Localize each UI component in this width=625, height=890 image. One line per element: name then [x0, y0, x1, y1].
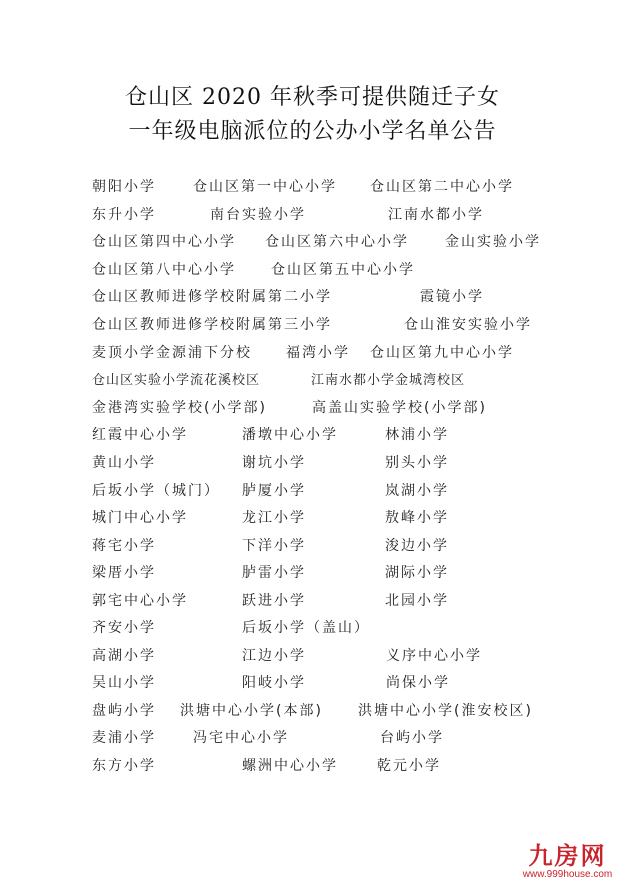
school-row: [0, 590, 625, 610]
school-name: 冯宅中心小学: [193, 730, 289, 746]
school-name: 岚湖小学: [385, 483, 449, 499]
school-name: 南台实验小学: [210, 207, 306, 223]
title-line-1: 仓山区 2020 年秋季可提供随迁子女: [125, 85, 500, 110]
school-name: 义序中心小学: [386, 648, 482, 664]
school-name: 仓山区第八中心小学: [92, 262, 236, 278]
school-name: 胪雷小学: [242, 565, 306, 581]
school-name: 林浦小学: [385, 427, 449, 443]
watermark-url: www.999house.com: [522, 869, 613, 880]
school-name: 洪塘中心小学(淮安校区): [358, 703, 533, 719]
school-name: 福湾小学: [286, 345, 350, 361]
school-name: 仓山区教师进修学校附属第二小学: [92, 289, 332, 305]
school-name: 郭宅中心小学: [92, 593, 188, 609]
school-name: 城门中心小学: [92, 510, 188, 526]
school-name: 后坂小学（盖山）: [242, 620, 370, 636]
school-name: 东方小学: [92, 758, 156, 774]
school-name: 高湖小学: [92, 648, 156, 664]
school-name: 尚保小学: [386, 675, 450, 691]
school-name: 红霞中心小学: [92, 427, 188, 443]
school-row: [0, 424, 625, 444]
school-name: 后坂小学（城门）: [92, 483, 220, 499]
school-row: [0, 204, 625, 224]
school-name: 麦浦小学: [92, 730, 156, 746]
school-name: 下洋小学: [242, 538, 306, 554]
school-row: [0, 286, 625, 306]
school-name: 仓山区第一中心小学: [193, 179, 337, 195]
watermark-logo: [515, 843, 620, 880]
school-name: 仓山区第二中心小学: [370, 179, 514, 195]
school-row: [0, 452, 625, 472]
school-row: [0, 535, 625, 555]
school-name: 浚边小学: [385, 538, 449, 554]
school-row: [0, 727, 625, 747]
school-name: 胪厦小学: [242, 483, 306, 499]
school-name: 洪塘中心小学(本部): [180, 703, 323, 719]
school-name: 台屿小学: [380, 730, 444, 746]
title-line-2: 一年级电脑派位的公办小学名单公告: [128, 119, 497, 144]
school-name: 盘屿小学: [92, 703, 156, 719]
school-name: 乾元小学: [377, 758, 441, 774]
school-name: 高盖山实验学校(小学部): [312, 400, 487, 416]
school-row: [0, 562, 625, 582]
school-name: 潘墩中心小学: [242, 427, 338, 443]
school-name: 仓山区第九中心小学: [370, 345, 514, 361]
school-name: 吴山小学: [92, 675, 156, 691]
watermark-brand: 九房网: [528, 841, 607, 870]
school-name: 谢坑小学: [242, 455, 306, 471]
school-name: 仓山区第四中心小学: [92, 234, 236, 250]
school-name: 东升小学: [92, 207, 156, 223]
school-row: [0, 369, 625, 389]
school-name: 霞镜小学: [420, 289, 484, 305]
school-row: [0, 176, 625, 196]
school-row: [0, 314, 625, 334]
school-name: 北园小学: [385, 593, 449, 609]
school-row: [0, 617, 625, 637]
school-name: 跃进小学: [242, 593, 306, 609]
school-row: [0, 507, 625, 527]
school-row: [0, 645, 625, 665]
school-name: 螺洲中心小学: [242, 758, 338, 774]
school-name: 龙江小学: [242, 510, 306, 526]
school-row: [0, 755, 625, 775]
school-name: 仓山区第六中心小学: [265, 234, 409, 250]
school-name: 齐安小学: [92, 620, 156, 636]
school-name: 仓山区实验小学流花溪校区: [92, 373, 261, 388]
school-row: [0, 480, 625, 500]
school-name: 江南水都小学: [388, 207, 484, 223]
school-name: 湖际小学: [385, 565, 449, 581]
school-name: 敖峰小学: [385, 510, 449, 526]
school-row: [0, 397, 625, 417]
school-row: [0, 342, 625, 362]
school-name: 麦顶小学金源浦下分校: [92, 345, 252, 361]
school-row: [0, 700, 625, 720]
school-name: 江边小学: [242, 648, 306, 664]
school-row: [0, 231, 625, 251]
school-name: 江南水都小学金城湾校区: [311, 373, 466, 388]
school-name: 金港湾实验学校(小学部): [92, 400, 267, 416]
school-row: [0, 672, 625, 692]
school-name: 黄山小学: [92, 455, 156, 471]
school-row: [0, 259, 625, 279]
school-name: 仓山淮安实验小学: [404, 317, 532, 333]
school-name: 蒋宅小学: [92, 538, 156, 554]
school-name: 金山实验小学: [445, 234, 541, 250]
school-name: 梁厝小学: [92, 565, 156, 581]
school-name: 仓山区教师进修学校附属第三小学: [92, 317, 332, 333]
school-name: 朝阳小学: [92, 179, 156, 195]
school-name: 阳岐小学: [242, 675, 306, 691]
school-name: 仓山区第五中心小学: [271, 262, 415, 278]
school-name: 别头小学: [385, 455, 449, 471]
